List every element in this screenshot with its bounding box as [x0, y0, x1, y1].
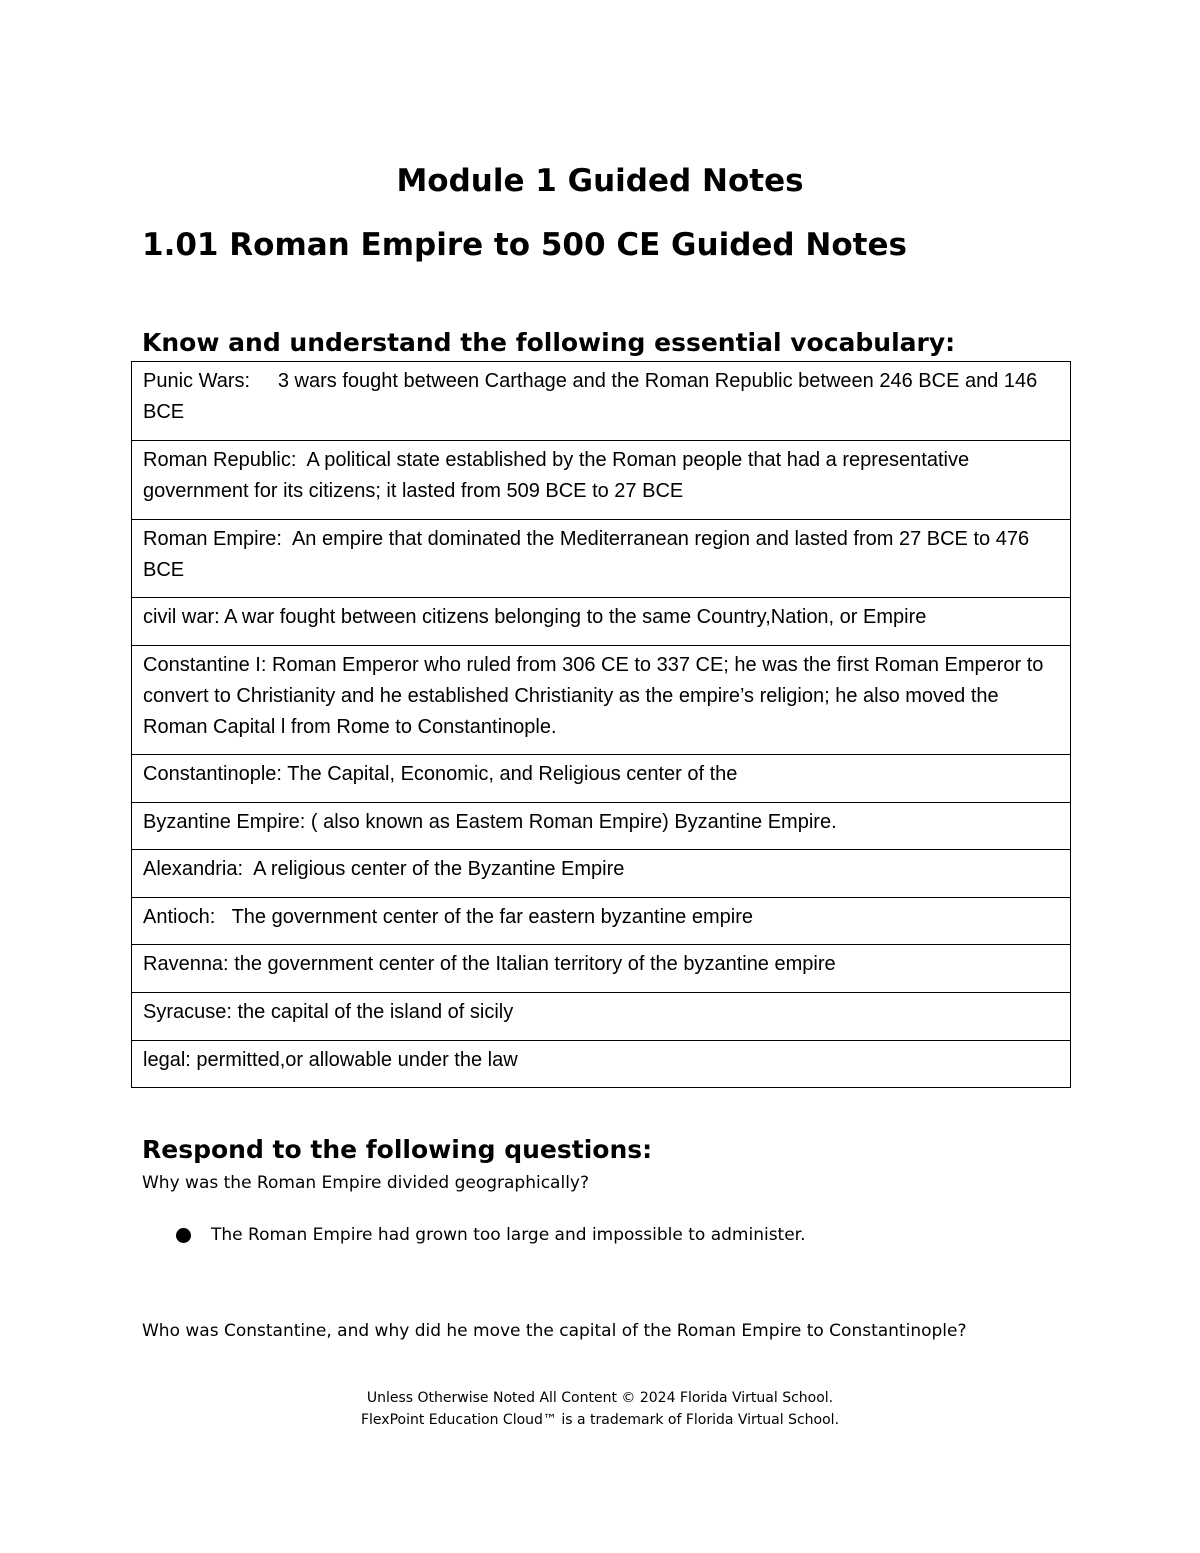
- vocabulary-cell: [132, 850, 1071, 898]
- vocabulary-term: Punic Wars:: [143, 370, 251, 392]
- table-row: [132, 598, 1071, 646]
- table-row: [132, 993, 1071, 1041]
- vocabulary-cell: [132, 646, 1071, 755]
- vocabulary-cell: [132, 755, 1071, 803]
- vocabulary-definition: ( also known as Eastem Roman Empire) Byzantine Empire.: [310, 811, 837, 833]
- vocabulary-cell: [132, 520, 1071, 598]
- vocabulary-definition: A political state established by the Roman people that had a representative government for its citizens; it lasted from 509 BCE to 27 BCE: [143, 449, 970, 502]
- vocabulary-definition: Roman Emperor who ruled from 306 CE to 337 CE; he was the first Roman Emperor to convert to Christianity and he established Christianity as the empire’s religion; he also moved the Roman Capital l from Rome to Constantinople.: [143, 654, 1044, 738]
- vocabulary-definition: A war fought between citizens belonging to the same Country,Nation, or Empire: [224, 606, 927, 628]
- vocabulary-heading: Know and understand the following essential vocabulary:: [142, 328, 956, 357]
- table-row: [132, 520, 1071, 598]
- copyright-notice: Unless Otherwise Noted All Content © 2024 Florida Virtual School.: [366, 1390, 834, 1406]
- vocabulary-definition: the government center of the Italian territory of the byzantine empire: [234, 953, 836, 975]
- bullet-icon: [176, 1228, 191, 1243]
- vocabulary-cell: [132, 441, 1071, 520]
- vocabulary-term: Roman Republic:: [143, 449, 297, 471]
- vocabulary-cell: [132, 945, 1071, 993]
- vocabulary-cell: [132, 598, 1071, 646]
- table-row: [132, 803, 1071, 850]
- vocabulary-term: Alexandria:: [143, 858, 244, 880]
- page-footer: [0, 1387, 1200, 1431]
- page-title: Module 1 Guided Notes: [396, 163, 804, 199]
- vocabulary-term: legal:: [143, 1049, 191, 1071]
- table-row: [132, 850, 1071, 898]
- vocabulary-term: Constantinople:: [143, 763, 282, 785]
- vocabulary-definition: The Capital, Economic, and Religious center of the: [287, 763, 738, 785]
- answer-1: [176, 1225, 806, 1245]
- vocabulary-cell: [132, 993, 1071, 1041]
- table-row: [132, 945, 1071, 993]
- vocabulary-definition: the capital of the island of sicily: [237, 1001, 514, 1023]
- vocabulary-term: Syracuse:: [143, 1001, 232, 1023]
- table-row: [132, 362, 1071, 441]
- table-row: [132, 898, 1071, 945]
- vocabulary-term: Byzantine Empire:: [143, 811, 306, 833]
- table-row: [132, 1041, 1071, 1088]
- vocabulary-term: Roman Empire:: [143, 528, 282, 550]
- vocabulary-definition: permitted,or allowable under the law: [196, 1049, 518, 1071]
- vocabulary-definition: 3 wars fought between Carthage and the Roman Republic between 246 BCE and 146 BCE: [143, 370, 1038, 423]
- vocabulary-term: civil war:: [143, 606, 220, 628]
- vocabulary-cell: [132, 1041, 1071, 1088]
- vocabulary-cell: [132, 803, 1071, 850]
- vocabulary-cell: [132, 898, 1071, 945]
- questions-heading: Respond to the following questions:: [142, 1135, 653, 1164]
- table-row: [132, 755, 1071, 803]
- question-1: Why was the Roman Empire divided geographically?: [142, 1173, 590, 1193]
- vocabulary-definition: A religious center of the Byzantine Empire: [253, 858, 625, 880]
- vocabulary-table: [131, 361, 1071, 1088]
- question-2: Who was Constantine, and why did he move the capital of the Roman Empire to Constantinople?: [142, 1321, 967, 1341]
- vocabulary-cell: [132, 362, 1071, 441]
- answer-1-text: The Roman Empire had grown too large and impossible to administer.: [211, 1225, 806, 1245]
- vocabulary-term: Ravenna:: [143, 953, 229, 975]
- vocabulary-term: Constantine I:: [143, 654, 267, 676]
- lesson-title: 1.01 Roman Empire to 500 CE Guided Notes: [142, 227, 907, 263]
- table-row: [132, 646, 1071, 755]
- vocabulary-term: Antioch:: [143, 906, 216, 928]
- table-row: [132, 441, 1071, 520]
- vocabulary-definition: The government center of the far eastern byzantine empire: [231, 906, 753, 928]
- trademark-notice: FlexPoint Education Cloud™ is a trademark of Florida Virtual School.: [360, 1412, 840, 1428]
- vocabulary-definition: An empire that dominated the Mediterranean region and lasted from 27 BCE to 476 BCE: [143, 528, 1030, 581]
